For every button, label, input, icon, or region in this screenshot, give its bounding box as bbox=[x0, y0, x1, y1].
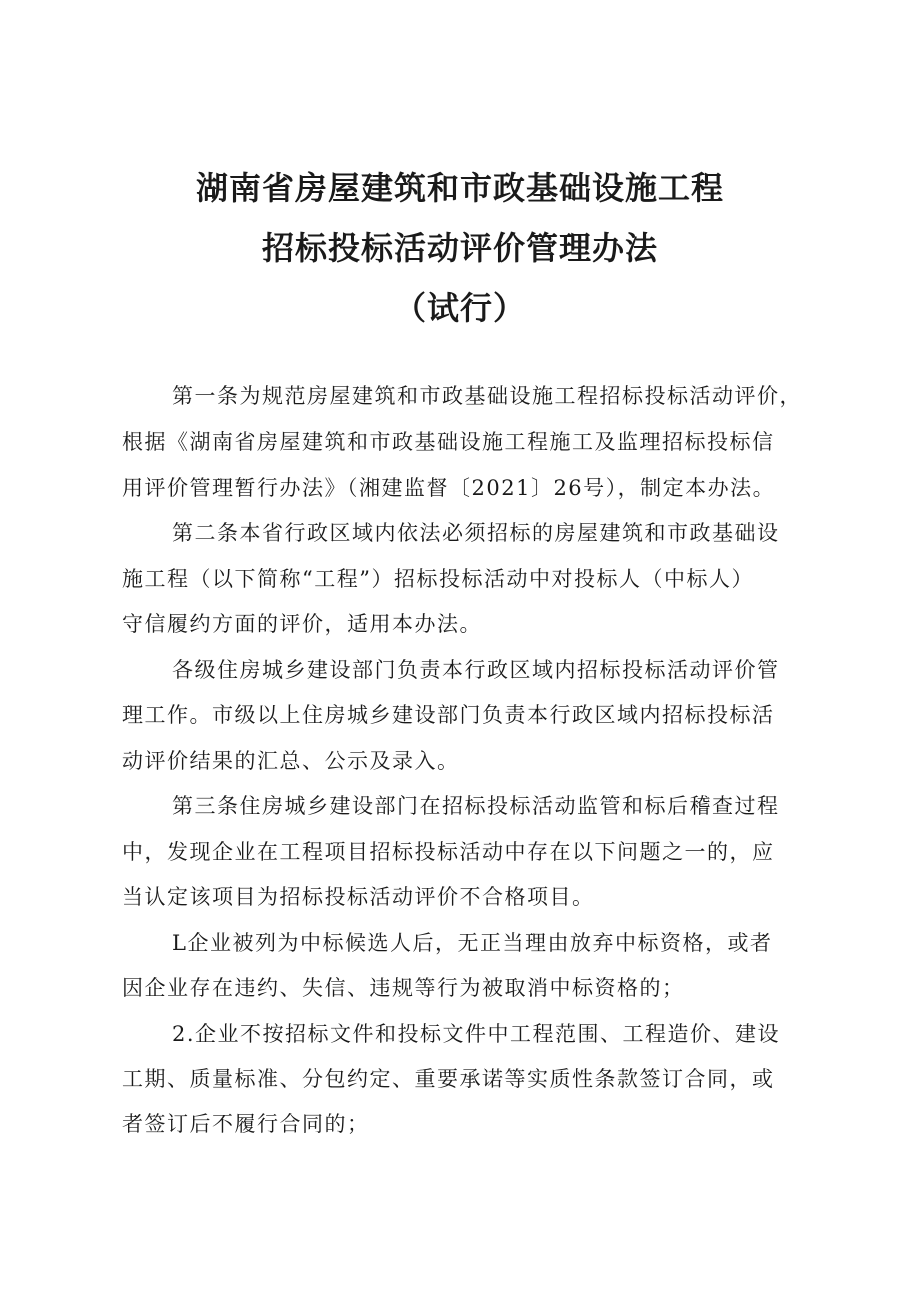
paragraph-article-1-line-2: 根据《湖南省房屋建筑和市政基础设施工程施工及监理招标投标信 bbox=[122, 430, 775, 454]
title-line-2: 招标投标活动评价管理办法 bbox=[261, 229, 658, 267]
list-item-2-line-3: 者签订后不履行合同的； bbox=[122, 1112, 370, 1136]
paragraph-departments-line-3: 动评价结果的汇总、公示及录入。 bbox=[122, 749, 460, 773]
title-line-1: 湖南省房屋建筑和市政基础设施工程 bbox=[195, 169, 724, 207]
list-item-1-line-2: 因企业存在违约、失信、违规等行为被取消中标资格的； bbox=[122, 976, 685, 1000]
paragraph-article-3-line-3: 当认定该项目为招标投标活动评价不合格项目。 bbox=[122, 885, 595, 909]
list-item-2-line-2: 工期、质量标准、分包约定、重要承诺等实质性条款签订合同，或 bbox=[122, 1067, 775, 1091]
paragraph-article-2-line-2: 施工程（以下简称“工程”）招标投标活动中对投标人（中标人） bbox=[122, 567, 754, 591]
paragraph-article-2-line-3: 守信履约方面的评价，适用本办法。 bbox=[122, 612, 482, 636]
paragraph-article-3-line-1: 第三条住房城乡建设部门在招标投标活动监管和标后稽查过程 bbox=[172, 794, 780, 818]
paragraph-departments-line-2: 理工作。市级以上住房城乡建设部门负责本行政区域内招标投标活 bbox=[122, 703, 775, 727]
paragraph-departments-line-1: 各级住房城乡建设部门负责本行政区域内招标投标活动评价管 bbox=[172, 658, 780, 682]
list-item-1-line-1: L企业被列为中标候选人后，无正当理由放弃中标资格，或者 bbox=[172, 931, 773, 955]
paragraph-article-2-line-1: 第二条本省行政区域内依法必须招标的房屋建筑和市政基础设 bbox=[172, 521, 780, 545]
list-item-2-line-1: 2.企业不按招标文件和投标文件中工程范围、工程造价、建设 bbox=[172, 1022, 781, 1046]
paragraph-article-1-line-1: 第一条为规范房屋建筑和市政基础设施工程招标投标活动评价， bbox=[172, 384, 802, 408]
title-line-3: （试行） bbox=[393, 289, 526, 327]
paragraph-article-3-line-2: 中，发现企业在工程项目招标投标活动中存在以下问题之一的，应 bbox=[122, 840, 775, 864]
paragraph-article-1-line-3: 用评价管理暂行办法》（湘建监督〔2021〕26号），制定本办法。 bbox=[122, 476, 776, 500]
